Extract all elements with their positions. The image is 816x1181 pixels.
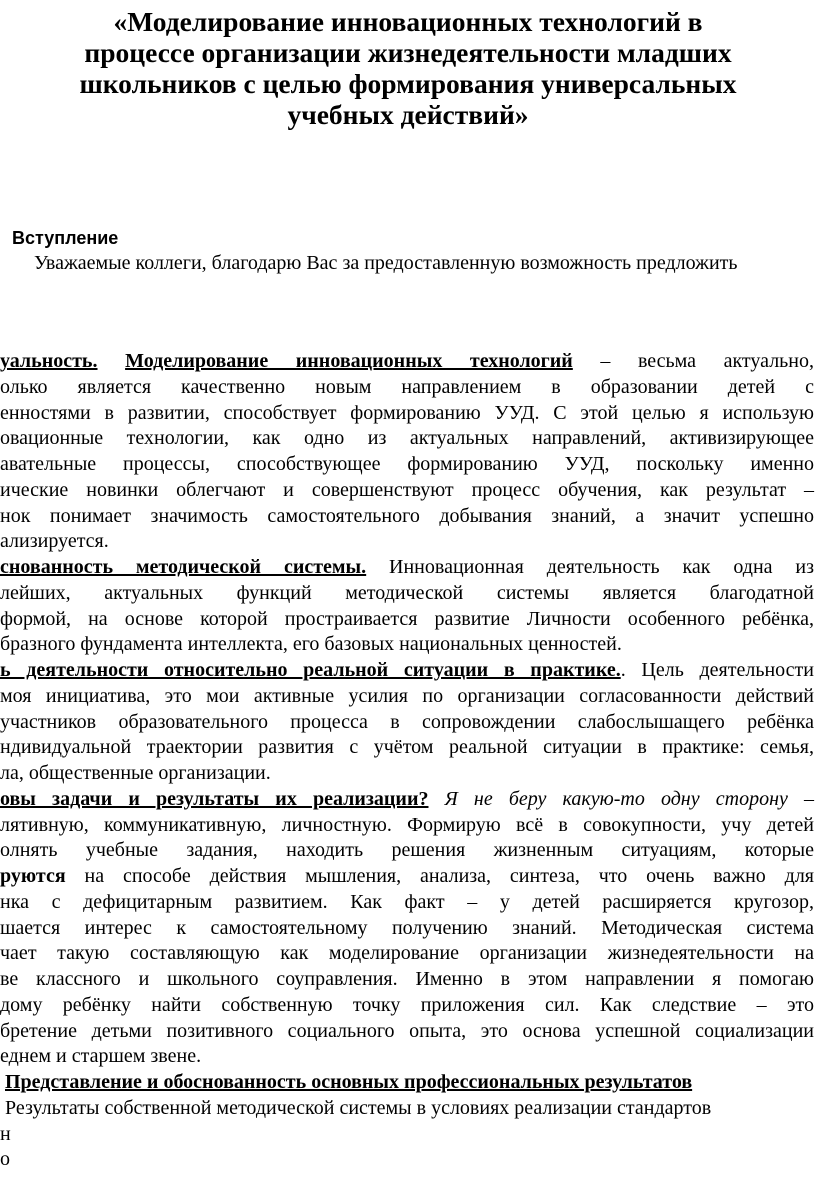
body-line: еднем и старшем звене. [0,1045,202,1068]
body-line: бретение детьми позитивного социального опыта, это основа успешной социализации [0,1019,814,1042]
section-heading-tasks: овы задачи и результаты их реализации? [0,787,429,810]
body-line: о [0,1148,10,1171]
body-line [0,1070,816,1096]
title-line-1: «Моделирование инновационных технологий в [113,6,703,37]
body-line [0,658,816,684]
body-line: авательные процессы, способствующее формированию УУД, поскольку именно [0,453,814,475]
body-line: дому ребёнку найти собственную точку приложения сил. Как следствие – это [0,993,814,1016]
body-text: Инновационная деятельность как одна из [366,556,814,578]
body-line: ндивидуальной траектории развития с учётом реальной ситуации в практике: семья, [0,736,814,759]
body-line: нок понимает значимость самостоятельного добывания знаний, а значит успешно [0,504,814,527]
body-line [0,1096,816,1122]
body-line: формой, на основе которой простраивается развитие Личности особенного ребёнка, [0,607,814,630]
body-line: моя инициатива, это мои активные усилия по организации согласованности действий [0,684,814,707]
body-line: нка с дефицитарным развитием. Как факт – у детей расширяется кругозор, [0,890,814,913]
body-text: Результаты собственной методической системы в условиях реализации стандартов [5,1096,712,1119]
body-line: лятивную, коммуникативную, личностную. Формирую всё в совокупности, учу детей [0,813,814,836]
title-line-3: школьников с целью формирования универсальных [79,68,737,99]
section-heading-topic: Моделирование инновационных технологий [125,350,573,372]
document-title [0,6,816,130]
section-heading-goal: ь деятельности относительно реальной ситуации в практике. [0,659,621,681]
body-line: бразного фундамента интеллекта, его базовых национальных ценностей. [0,633,622,656]
body-line: ализируется. [0,530,109,553]
bold-word: руются [0,865,66,887]
body-line: участников образовательного процесса в сопровождении слабослышащего ребёнка [0,710,814,733]
body-line [0,787,816,813]
section-heading-results: Представление и обоснованность основных профессиональных результатов [5,1071,693,1093]
body-text: на способе действия мышления, анализа, синтеза, что очень важно для [65,865,814,887]
body-text: – весьма актуально, [572,350,815,372]
body-line: овационные технологии, как одно из актуальных направлений, активизирующее [0,427,814,450]
title-line-4: учебных действий» [287,99,529,130]
body-line [0,349,816,375]
section-heading-system: снованность методической системы. [0,556,367,578]
body-line: ла, общественные организации. [0,762,271,784]
body-line: ве классного и школьного соуправления. Именно в этом направлении я помогаю [0,968,814,990]
body-line: енностями в развитии, способствует формированию УУД. С этой целью я использую [0,401,814,424]
body-line: шается интерес к самостоятельному получению знаний. Методическая система [0,916,814,939]
body-text: . Цель деятельности [620,659,814,681]
section-heading-relevance: уальность. [0,350,98,372]
body-line: олько является качественно новым направлением в образовании детей с [0,375,814,398]
body-line [0,864,816,890]
body-line: чает такую составляющую как моделирование организации жизнедеятельности на [0,942,814,965]
body-text: Я не беру какую-то одну сторону – [428,787,814,810]
body-line: ические новинки облегчают и совершенствуют процесс обучения, как результат – [0,478,814,501]
body-line: олнять учебные задания, находить решения жизненным ситуациям, которые [0,839,814,862]
document-body [0,349,816,1181]
intro-heading: Вступление [12,228,119,248]
intro-text: Уважаемые коллеги, благодарю Вас за предоставленную возможность предложить [34,252,738,274]
body-line: лейших, актуальных функций методической системы является благодатной [0,581,814,604]
body-line: н [0,1122,11,1145]
title-line-2: процессе организации жизнедеятельности младших [84,37,732,68]
body-line [0,555,816,581]
